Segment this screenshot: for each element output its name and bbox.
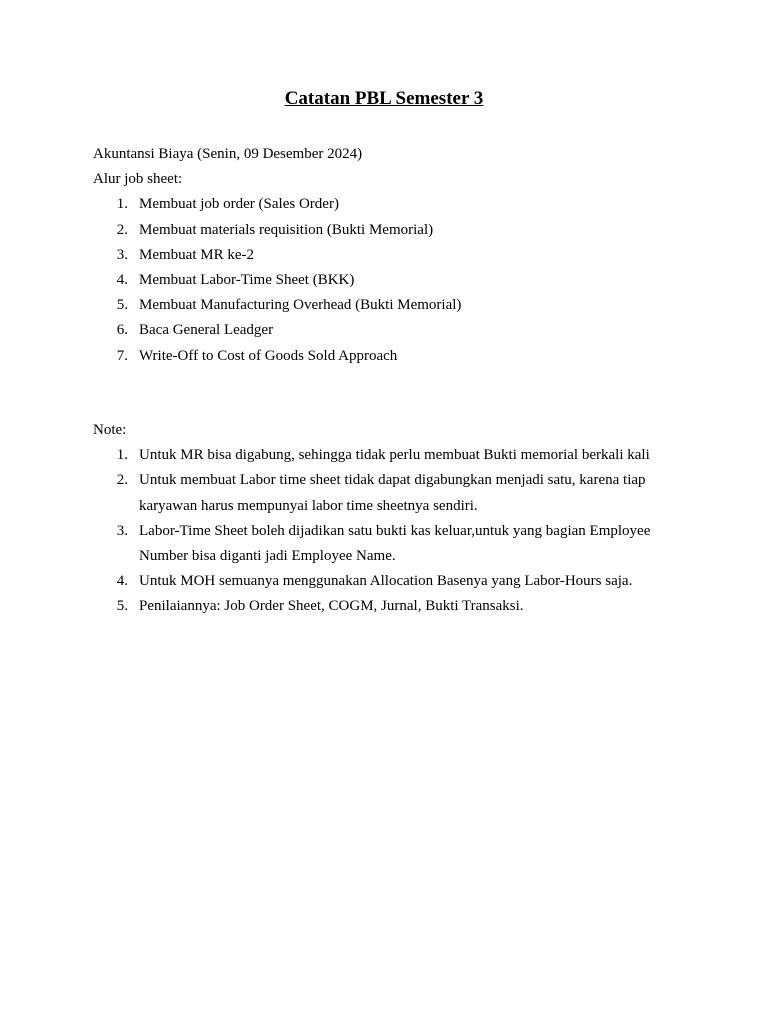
page-title: Catatan PBL Semester 3 <box>284 88 484 109</box>
list-item-text: Membuat MR ke-2 <box>139 246 254 263</box>
list-number: 1. <box>116 196 128 213</box>
list-item <box>93 594 683 619</box>
list-number: 4. <box>116 573 128 590</box>
section-job-sheet <box>93 142 683 369</box>
list-number: 2. <box>116 221 128 238</box>
list-item <box>93 243 683 268</box>
list-item <box>93 443 683 468</box>
section-heading: Akuntansi Biaya (Senin, 09 Desember 2024) <box>93 146 363 162</box>
job-sheet-list <box>93 192 683 368</box>
list-item-text: Untuk MR bisa digabung, sehingga tidak perlu membuat Bukti memorial berkali kali <box>139 447 650 464</box>
list-number: 1. <box>116 447 128 464</box>
list-item <box>93 344 683 369</box>
notes-heading: Note: <box>93 422 127 438</box>
list-item-text: Membuat Manufacturing Overhead (Bukti Memorial) <box>139 297 462 314</box>
list-number: 3. <box>116 246 128 263</box>
list-number: 5. <box>116 598 128 615</box>
list-item-text: Penilaiannya: Job Order Sheet, COGM, Jurnal, Bukti Transaksi. <box>139 598 524 615</box>
list-item <box>93 569 683 594</box>
list-item <box>93 218 683 243</box>
list-number: 3. <box>116 522 128 539</box>
list-item-text: Membuat Labor-Time Sheet (BKK) <box>139 272 355 289</box>
list-number: 5. <box>116 297 128 314</box>
list-item <box>93 293 683 318</box>
list-item-text: Untuk membuat Labor time sheet tidak dapat digabungkan menjadi satu, karena tiap karyawan harus mempunyai labor time sheetnya sendiri. <box>139 472 646 514</box>
list-item <box>93 192 683 217</box>
list-item-text: Untuk MOH semuanya menggunakan Allocation Basenya yang Labor-Hours saja. <box>139 573 633 590</box>
list-item-text: Baca General Leadger <box>139 322 274 339</box>
list-item <box>93 468 683 518</box>
section-notes <box>93 418 683 620</box>
list-number: 2. <box>116 472 128 489</box>
list-item-text: Labor-Time Sheet boleh dijadikan satu bukti kas keluar,untuk yang bagian Employee Number bisa diganti jadi Employee Name. <box>139 522 651 565</box>
list-item-text: Membuat job order (Sales Order) <box>139 196 339 213</box>
section-subheading: Alur job sheet: <box>93 171 183 188</box>
list-item <box>93 268 683 293</box>
list-item <box>93 318 683 343</box>
list-item-text: Membuat materials requisition (Bukti Memorial) <box>139 221 434 238</box>
list-number: 6. <box>116 322 128 339</box>
list-item-text: Write-Off to Cost of Goods Sold Approach <box>139 347 398 364</box>
list-item <box>93 519 683 569</box>
list-number: 7. <box>116 347 128 364</box>
list-number: 4. <box>116 272 128 289</box>
notes-list <box>93 443 683 619</box>
